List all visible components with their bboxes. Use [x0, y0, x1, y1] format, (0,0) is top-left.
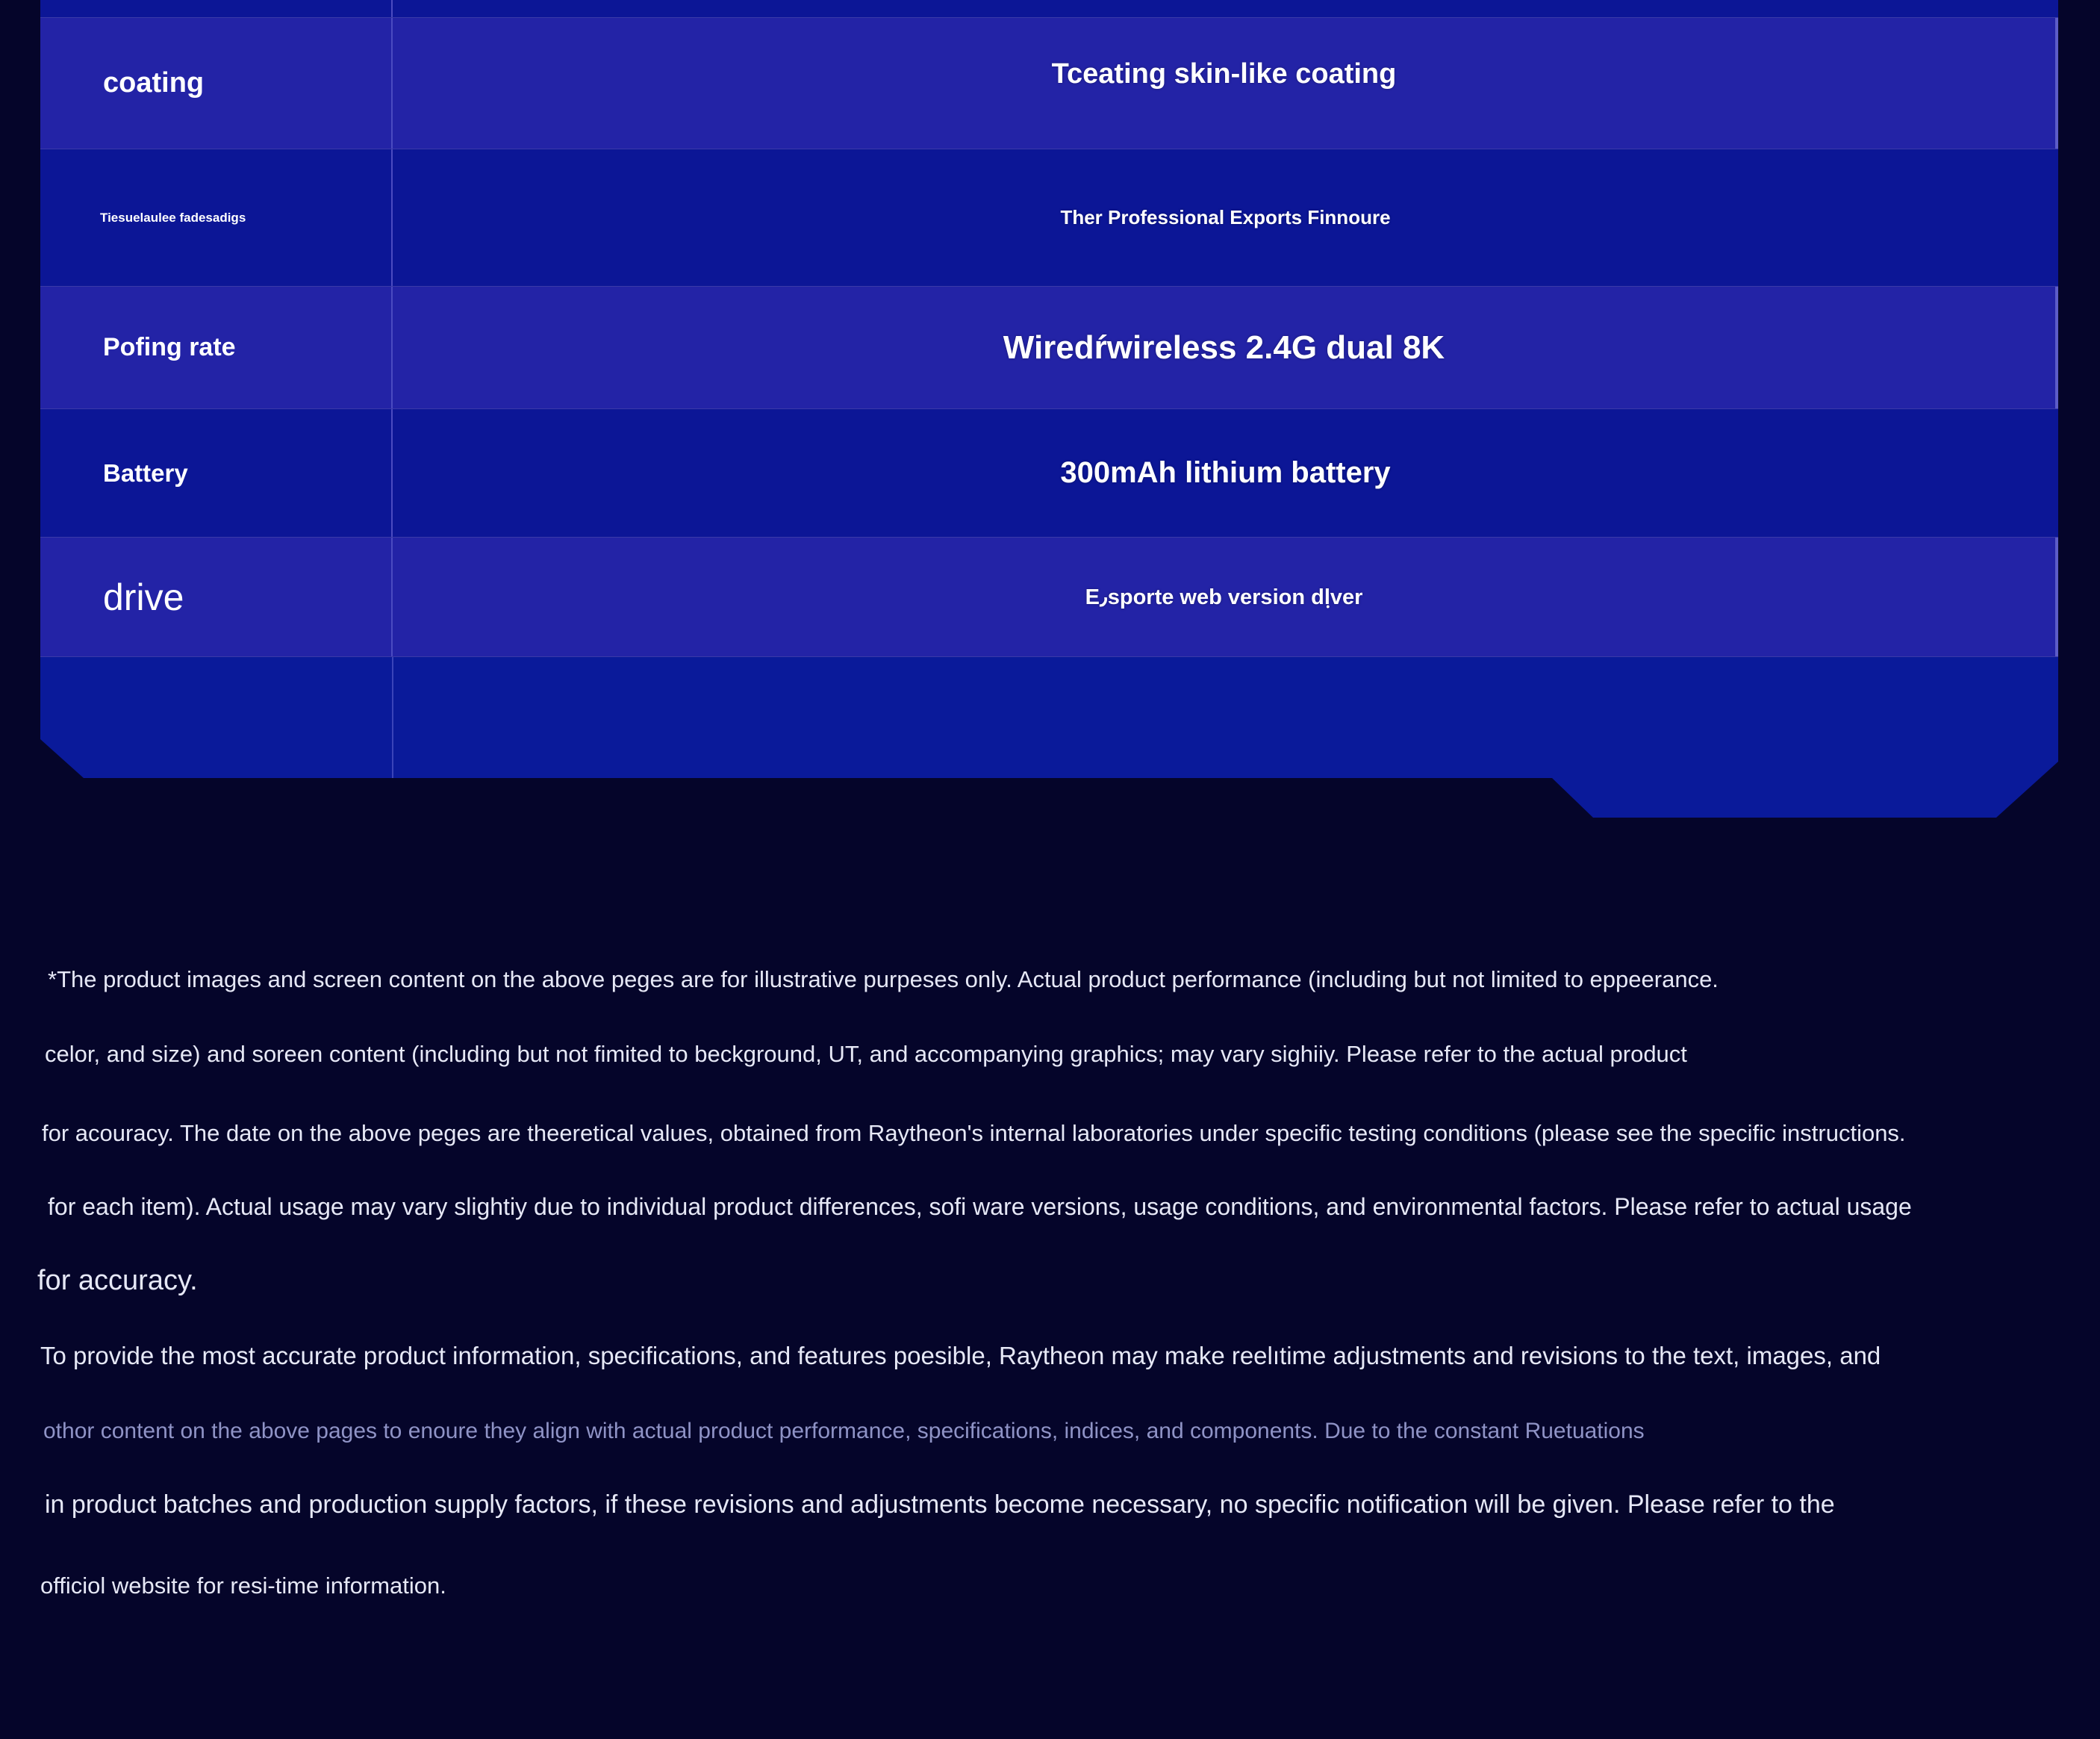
spec-value: Wiredŕwireless 2.4G dual 8K: [393, 287, 2058, 408]
table-row: [40, 287, 2058, 409]
table-row: [40, 18, 2058, 149]
disclaimer-line: othor content on the above pages to enoure they align with actual product performance, specifications, indices, and components. Due to the constant Ruetuations: [43, 1419, 1645, 1443]
spec-table: [40, 0, 2058, 818]
disclaimer-line: in product batches and production supply factors, if these revisions and adjustments become necessary, no specific notification will be given. Please refer to the: [45, 1490, 1835, 1519]
table-row: [40, 538, 2058, 657]
disclaimer-line: for accuracy.: [37, 1265, 198, 1296]
spec-label: coating: [40, 18, 393, 149]
spec-value-cell: [393, 18, 2058, 149]
spec-value: 300mAh lithium battery: [1060, 456, 1391, 489]
spec-value: Ther Professional Exports Finnoure: [1060, 206, 1391, 228]
disclaimer-line: celor, and size) and soreen content (including but not fimited to beckground, UT, and accompanying graphics; may vary sighiiy. Please refer to the actual product: [45, 1041, 1687, 1067]
spec-label: drive: [40, 538, 393, 656]
spec-label: Battery: [40, 409, 393, 537]
spec-label-cell: [40, 0, 393, 17]
spec-value-cell: [393, 0, 2058, 17]
spec-label: Tiesuelaulee fadesadigs: [40, 149, 393, 286]
disclaimer-line: To provide the most accurate product information, specifications, and features poesible, Raytheon may make reelıtime adjustments and revisions to the text, images, and: [40, 1342, 1881, 1369]
table-row: [40, 409, 2058, 538]
table-row: [40, 149, 2058, 287]
spec-value: E٫sporte web version dٜlver: [393, 538, 2058, 656]
disclaimer-line: for acouracy. The date on the above peges are theeretical values, obtained from Raytheon's internal laboratories under specific testing conditions (please see the specific instructions.: [42, 1120, 1906, 1146]
disclaimer-line: for each item). Actual usage may vary slightiy due to individual product differences, sofi ware versions, usage conditions, and environmental factors. Please refer to actual usage: [48, 1193, 1912, 1220]
disclaimer-line: *The product images and screen content on the above peges are for illustrative purpeses only. Actual product performance (including but not limited to eppeerance.: [48, 966, 1719, 992]
disclaimer-line: officiol website for resi-time information.: [40, 1572, 446, 1599]
table-row-partial: [40, 0, 2058, 18]
spec-label: Pofing rate: [40, 287, 393, 408]
spec-value: Tceating skin-like coating: [1051, 58, 1397, 90]
